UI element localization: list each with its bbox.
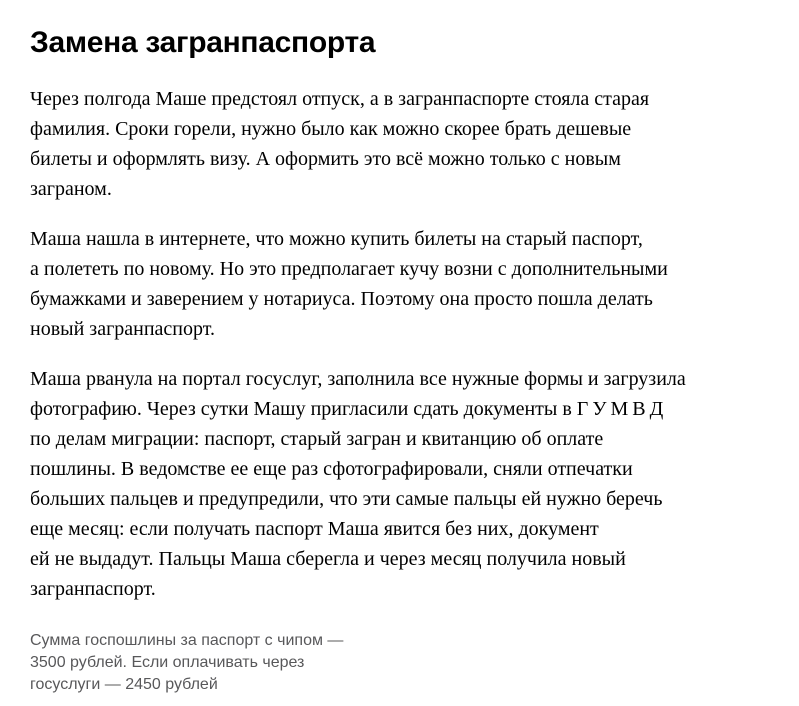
fee-caption: Сумма госпошлины за паспорт с чипом — 3500 рублей. Если оплачивать через госуслуги — 2450 рублей (30, 632, 344, 693)
paragraph-internet-advice: Маша нашла в интернете, что можно купить билеты на старый паспорт, а полететь по новому. Но это предполагает кучу возни с дополнительными бумажками и заверением у нотариуса. Поэтому она просто пошла делать новый загранпаспорт. (30, 228, 668, 340)
page-title: Замена загранпаспорта (30, 26, 376, 59)
paragraph-gosuslugi-process: Маша рванула на портал госуслуг, заполнила все нужные формы и загрузила фотографию. Через сутки Машу пригласили сдать документы в Г У М В Д по делам миграции: паспорт, старый загран и квитанцию об оплате пошлины. В ведомстве ее еще раз сфотографировали, сняли отпечатки больших пальцев и предупредили, что эти самые пальцы ей нужно беречь еще месяц: если получать паспорт Маша явится без них, документ ей не выдадут. Пальцы Маша сберегла и через месяц получила новый загранпаспорт. (30, 368, 686, 600)
paragraph-intro: Через полгода Маше предстоял отпуск, а в загранпаспорте стояла старая фамилия. Сроки горели, нужно было как можно скорее брать дешевые билеты и оформлять визу. А оформить это всё можно только с новым заграном. (30, 88, 650, 200)
